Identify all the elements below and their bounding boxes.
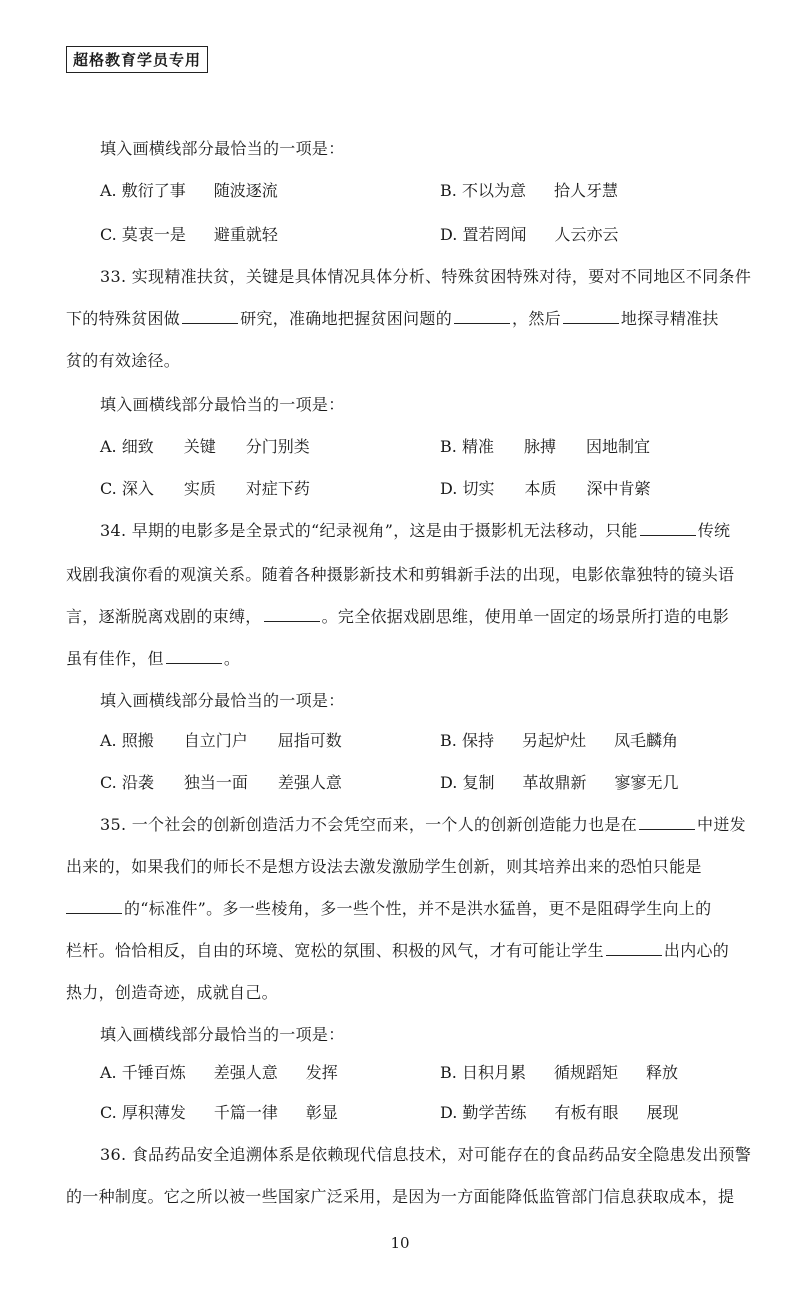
q33-line-3: 贫的有效途径。 [66, 351, 181, 370]
q33-option-d: D. 切实 本质 深中肯綮 [440, 479, 651, 498]
q34-line-4: 虽有佳作，但 。 [66, 649, 241, 668]
q34-line-3: 言，逐渐脱离戏剧的束缚， 。完全依据戏剧思维，使用单一固定的场景所打造的电影 [66, 607, 730, 626]
q33-option-b: B. 精准 脉搏 因地制宜 [440, 437, 650, 456]
header-label: 超格教育学员专用 [66, 46, 208, 73]
q32-prompt: 填入画横线部分最恰当的一项是： [100, 139, 345, 158]
q34-option-d: D. 复制 革故鼎新 寥寥无几 [440, 773, 679, 792]
q34-prompt: 填入画横线部分最恰当的一项是： [100, 691, 345, 710]
q35-option-b: B. 日积月累 循规蹈矩 释放 [440, 1063, 678, 1082]
q33-option-a: A. 细致 关键 分门别类 [100, 437, 310, 456]
q35-prompt: 填入画横线部分最恰当的一项是： [100, 1025, 345, 1044]
q33-option-c: C. 深入 实质 对症下药 [100, 479, 310, 498]
q33-prompt: 填入画横线部分最恰当的一项是： [100, 395, 345, 414]
q35-line-2: 出来的，如果我们的师长不是想方设法去激发激励学生创新，则其培养出来的恐怕只能是 [66, 857, 702, 876]
q35-line-3: 的“标准件”。多一些棱角，多一些个性，并不是洪水猛兽，更不是阻碍学生向上的 [66, 896, 711, 919]
q34-option-b: B. 保持 另起炉灶 凤毛麟角 [440, 731, 678, 750]
q36-line-2: 的一种制度。它之所以被一些国家广泛采用，是因为一方面能降低监管部门信息获取成本，提 [66, 1187, 735, 1206]
q32-option-d: D. 置若罔闻 人云亦云 [440, 225, 619, 244]
q35-option-a: A. 千锤百炼 差强人意 发挥 [100, 1063, 338, 1082]
q32-option-c: C. 莫衷一是 避重就轻 [100, 225, 278, 244]
q34-line-1: 34. 早期的电影多是全景式的“纪录视角”，这是由于摄影机无法移动，只能 传统 [100, 521, 731, 540]
q35-line-5: 热力，创造奇迹，成就自己。 [66, 983, 278, 1002]
q35-option-c: C. 厚积薄发 千篇一律 彰显 [100, 1103, 338, 1122]
q33-line-2: 下的特殊贫困做 研究，准确地把握贫困问题的 ，然后 地探寻精准扶 [66, 309, 719, 328]
q33-line-1: 33. 实现精准扶贫，关键是具体情况具体分析、特殊贫困特殊对待，要对不同地区不同条件 [100, 267, 752, 286]
q36-line-1: 36. 食品药品安全追溯体系是依赖现代信息技术，对可能存在的食品药品安全隐患发出预警 [100, 1145, 752, 1164]
q34-line-2: 戏剧我演你看的观演关系。随着各种摄影新技术和剪辑新手法的出现，电影依靠独特的镜头语 [66, 565, 735, 584]
q34-option-a: A. 照搬 自立门户 屈指可数 [100, 731, 342, 750]
q32-option-b: B. 不以为意 拾人牙慧 [440, 181, 618, 200]
q34-option-c: C. 沿袭 独当一面 差强人意 [100, 773, 342, 792]
q35-line-4: 栏杆。恰恰相反，自由的环境、宽松的氛围、积极的风气，才有可能让学生 出内心的 [66, 941, 730, 960]
q35-option-d: D. 勤学苦练 有板有眼 展现 [440, 1103, 679, 1122]
q35-line-1: 35. 一个社会的创新创造活力不会凭空而来，一个人的创新创造能力也是在 中迸发 [100, 815, 746, 834]
page-number: 10 [390, 1234, 410, 1252]
q32-option-a: A. 敷衍了事 随波逐流 [100, 181, 278, 200]
